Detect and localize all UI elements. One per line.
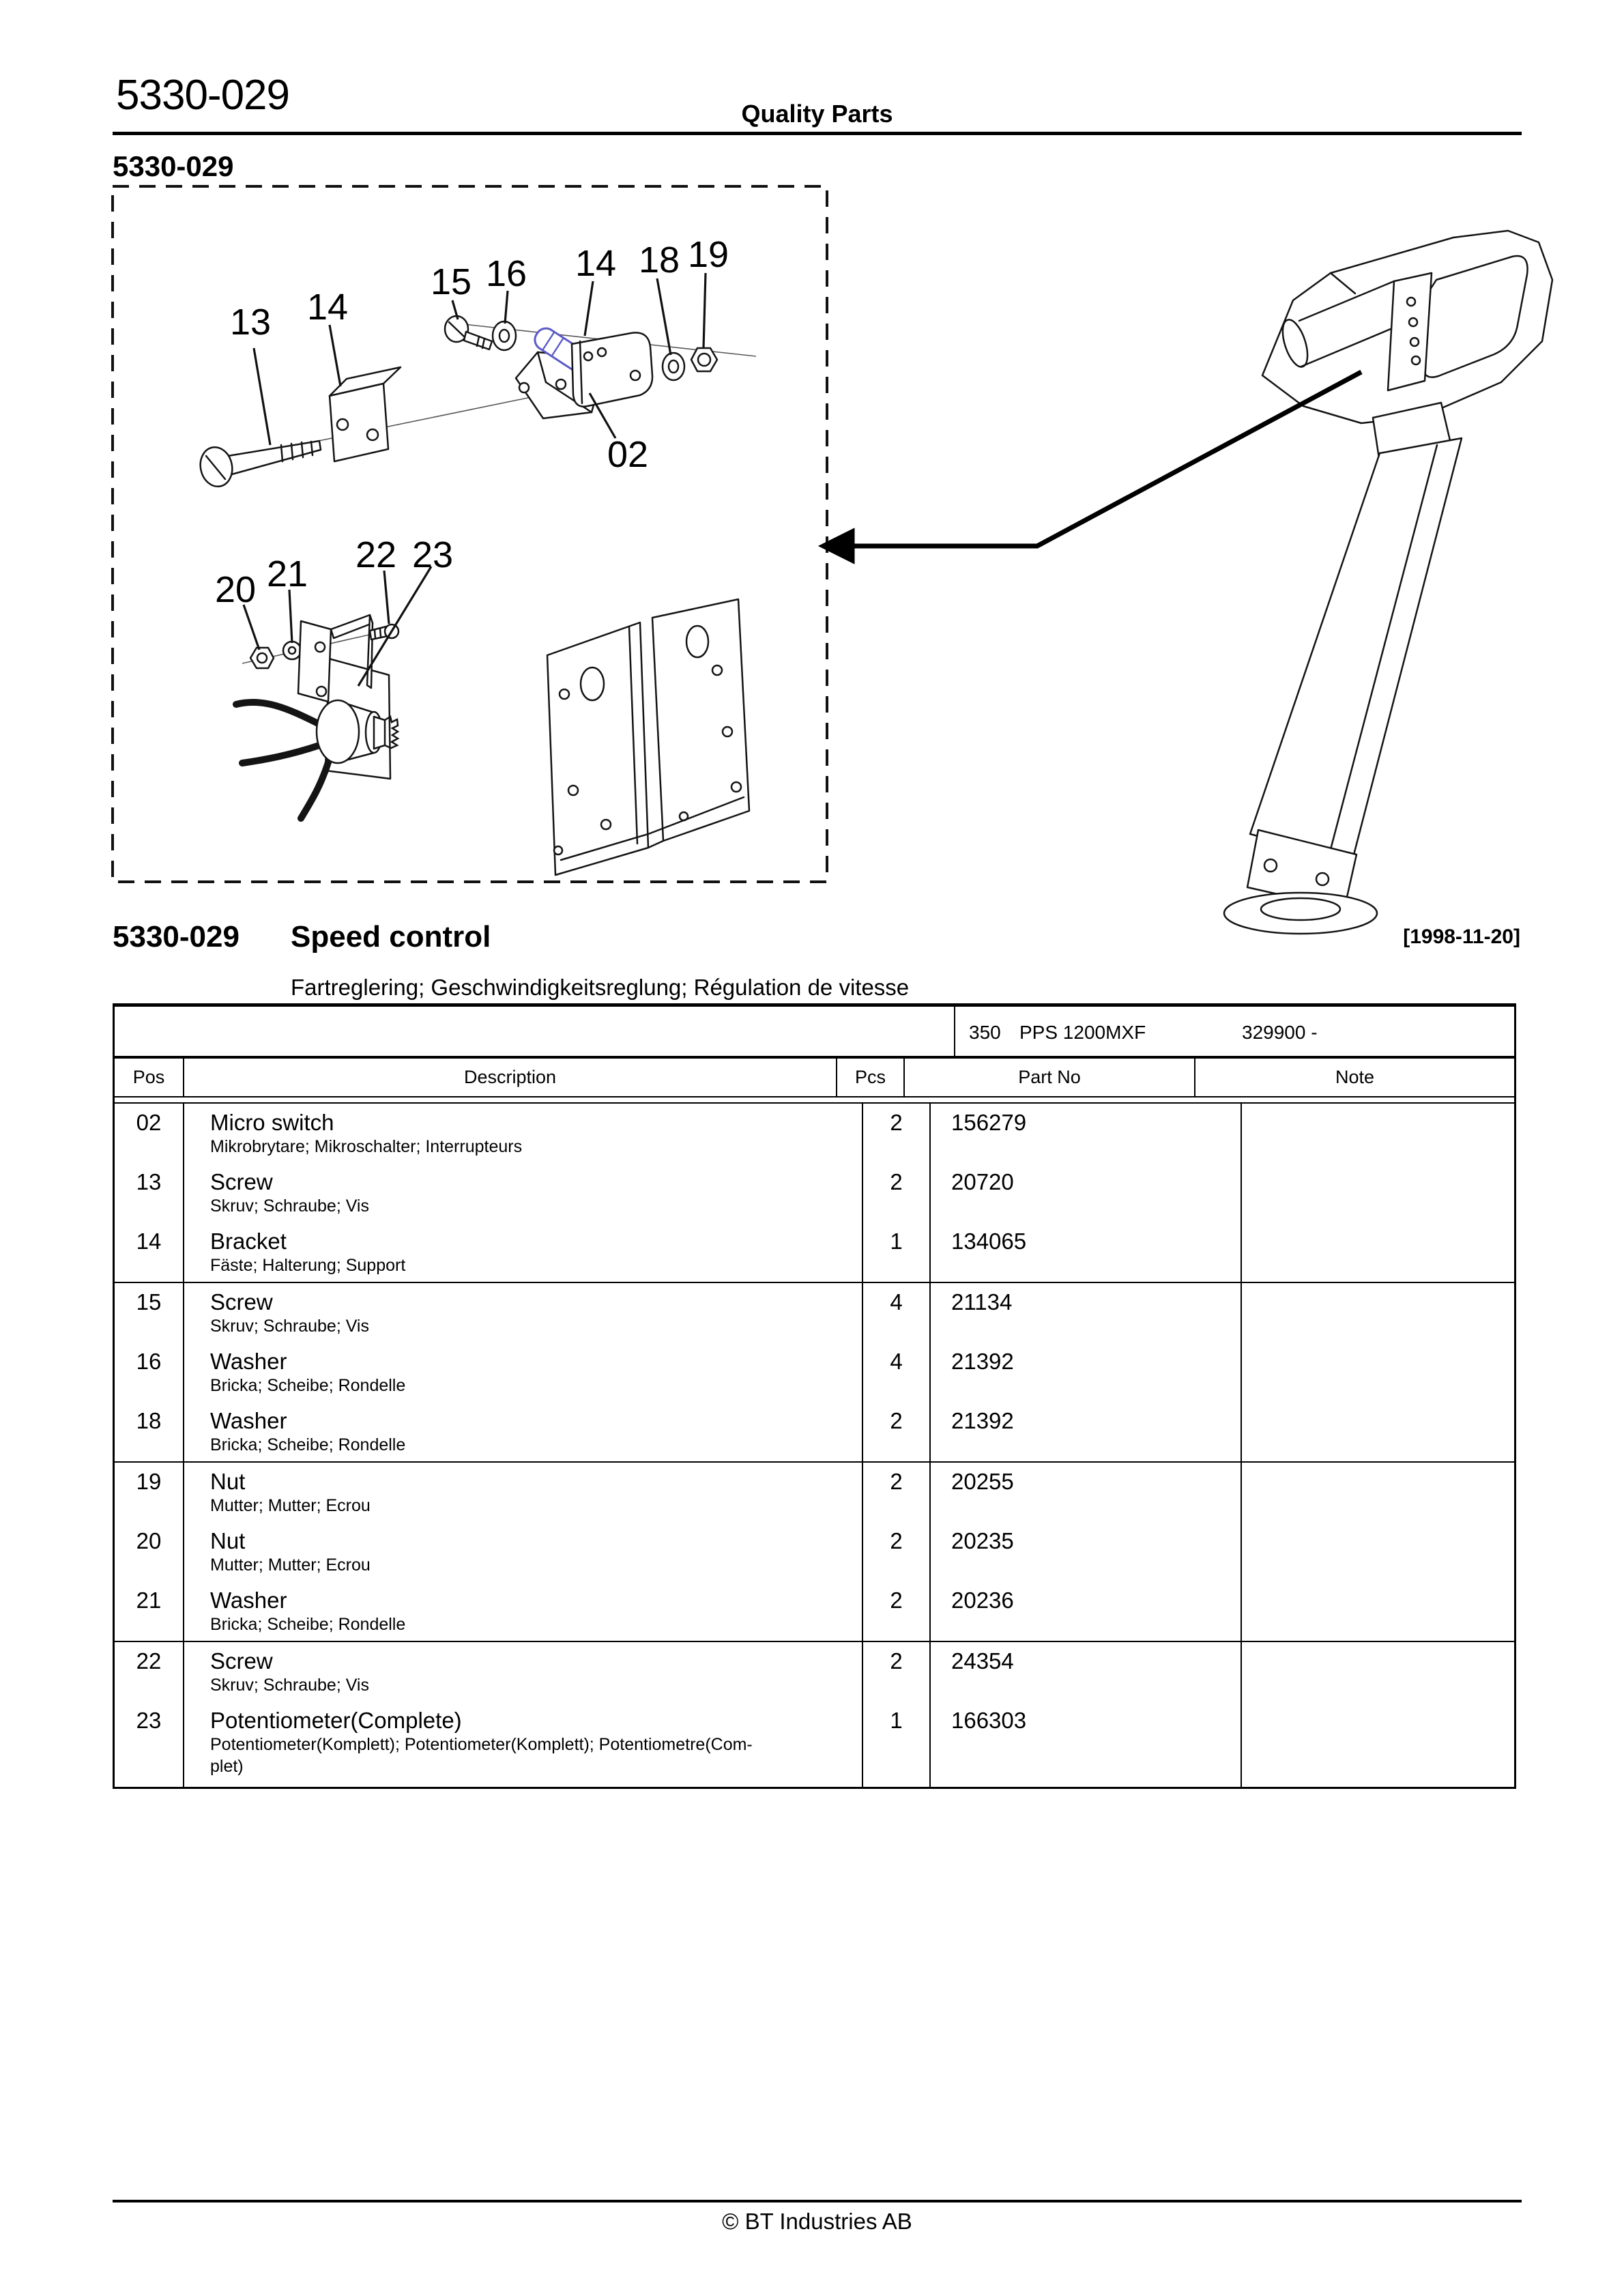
table-row — [115, 1222, 1514, 1282]
description-main: Nut — [210, 1469, 246, 1494]
cell-pcs: 2 — [863, 1402, 931, 1461]
cell-pcs: 2 — [863, 1104, 931, 1163]
description-sub: Potentiometer(Komplett); Potentiometer(Komplett); Potentiometre(Com- — [210, 1735, 753, 1754]
callout-14b: 14 — [575, 243, 617, 284]
cell-pcs: 1 — [863, 1702, 931, 1787]
cell-description — [184, 1222, 863, 1282]
cell-part-no: 21134 — [931, 1283, 1242, 1343]
cell-note — [1242, 1642, 1514, 1702]
description-sub: Bricka; Scheibe; Rondelle — [210, 1435, 406, 1454]
cell-part-no: 24354 — [931, 1642, 1242, 1702]
col-header-pcs: Pcs — [837, 1059, 905, 1096]
table-row — [115, 1402, 1514, 1461]
table-header-row — [115, 1059, 1514, 1097]
page-title: Speed control — [291, 920, 491, 953]
callout-22: 22 — [355, 534, 397, 575]
description-main: Micro switch — [210, 1110, 334, 1135]
page-header-title: Quality Parts — [741, 100, 893, 128]
description-main: Washer — [210, 1349, 287, 1374]
description-sub: Bricka; Scheibe; Rondelle — [210, 1376, 406, 1395]
cell-note — [1242, 1463, 1514, 1522]
cell-note — [1242, 1163, 1514, 1222]
copyright-notice: © BT Industries AB — [722, 2209, 912, 2234]
bracket-14-right-drawing — [572, 332, 652, 406]
cell-description — [184, 1581, 863, 1641]
cell-part-no: 20235 — [931, 1522, 1242, 1581]
cell-pos: 20 — [115, 1522, 184, 1581]
table-row — [115, 1283, 1514, 1343]
revision-date: [1998-11-20] — [1403, 925, 1520, 948]
model-band-divider — [954, 1007, 955, 1056]
parts-table — [113, 1003, 1516, 1789]
cell-pos: 21 — [115, 1581, 184, 1641]
cell-part-no: 20236 — [931, 1581, 1242, 1641]
washer-16-drawing — [493, 321, 516, 350]
cell-description — [184, 1463, 863, 1522]
table-row — [115, 1581, 1514, 1641]
callout-14: 14 — [306, 287, 349, 328]
cell-pos: 02 — [115, 1104, 184, 1163]
cell-part-no: 166303 — [931, 1702, 1242, 1787]
cell-pcs: 1 — [863, 1222, 931, 1282]
description-sub-wrap: plet) — [210, 1757, 244, 1776]
table-row — [115, 1343, 1514, 1402]
cell-note — [1242, 1222, 1514, 1282]
cell-pos: 13 — [115, 1163, 184, 1222]
cell-part-no: 20720 — [931, 1163, 1242, 1222]
cell-pcs: 2 — [863, 1163, 931, 1222]
cell-description — [184, 1702, 863, 1787]
row-group — [115, 1463, 1514, 1642]
cell-part-no: 156279 — [931, 1104, 1242, 1163]
screw-13-drawing — [197, 441, 321, 489]
callout-13: 13 — [229, 302, 272, 343]
description-sub: Mutter; Mutter; Ecrou — [210, 1496, 371, 1515]
callout-19: 19 — [687, 234, 729, 275]
cell-note — [1242, 1522, 1514, 1581]
callout-20: 20 — [214, 569, 257, 610]
cell-part-no: 21392 — [931, 1343, 1242, 1402]
cell-note — [1242, 1702, 1514, 1787]
nut-20-drawing — [250, 648, 274, 668]
table-row — [115, 1522, 1514, 1581]
description-main: Screw — [210, 1648, 273, 1674]
location-arrow — [819, 372, 1361, 564]
cell-note — [1242, 1104, 1514, 1163]
description-sub: Fäste; Halterung; Support — [210, 1256, 406, 1275]
cell-pos: 14 — [115, 1222, 184, 1282]
cell-pcs: 2 — [863, 1522, 931, 1581]
description-sub: Skruv; Schraube; Vis — [210, 1196, 369, 1216]
header-double-rule — [115, 1097, 1514, 1104]
description-sub: Bricka; Scheibe; Rondelle — [210, 1615, 406, 1634]
tiller-arm-drawing — [1224, 231, 1552, 934]
cell-description — [184, 1522, 863, 1581]
cell-pos: 18 — [115, 1402, 184, 1461]
cell-part-no: 21392 — [931, 1402, 1242, 1461]
description-main: Bracket — [210, 1229, 287, 1254]
callout-23: 23 — [411, 534, 454, 575]
callout-18: 18 — [638, 240, 680, 281]
callout-15: 15 — [430, 261, 472, 302]
col-header-description: Description — [184, 1059, 837, 1096]
nut-19-drawing — [691, 348, 717, 371]
model-name: PPS 1200MXF — [1019, 1022, 1146, 1043]
cell-pos: 16 — [115, 1343, 184, 1402]
description-sub: Skruv; Schraube; Vis — [210, 1676, 369, 1695]
cell-description — [184, 1283, 863, 1343]
cell-pos: 22 — [115, 1642, 184, 1702]
table-row — [115, 1642, 1514, 1702]
description-main: Screw — [210, 1289, 273, 1315]
col-header-part-no: Part No — [905, 1059, 1195, 1096]
cell-part-no: 134065 — [931, 1222, 1242, 1282]
table-row — [115, 1104, 1514, 1163]
cell-part-no: 20255 — [931, 1463, 1242, 1522]
cell-pcs: 2 — [863, 1581, 931, 1641]
description-main: Screw — [210, 1169, 273, 1194]
table-row — [115, 1702, 1514, 1787]
cell-pcs: 4 — [863, 1283, 931, 1343]
callout-16: 16 — [485, 253, 527, 294]
description-main: Washer — [210, 1408, 287, 1433]
cell-description — [184, 1343, 863, 1402]
row-group — [115, 1283, 1514, 1463]
cell-description — [184, 1104, 863, 1163]
description-main: Washer — [210, 1588, 287, 1613]
description-sub: Mutter; Mutter; Ecrou — [210, 1555, 371, 1575]
table-row — [115, 1463, 1514, 1522]
description-sub: Mikrobrytare; Mikroschalter; Interrupteurs — [210, 1137, 523, 1156]
cell-note — [1242, 1581, 1514, 1641]
cell-pos: 19 — [115, 1463, 184, 1522]
footer-rule — [113, 2200, 1522, 2202]
exploded-parts-diagram — [102, 177, 1556, 956]
serial-range: 329900 - — [1242, 1022, 1318, 1043]
washer-18-drawing — [663, 353, 684, 380]
row-group — [115, 1104, 1514, 1283]
cell-pcs: 4 — [863, 1343, 931, 1402]
model-code: 350 — [969, 1022, 1001, 1043]
row-group — [115, 1642, 1514, 1787]
cell-description — [184, 1642, 863, 1702]
callout-21: 21 — [266, 554, 308, 594]
col-header-note: Note — [1335, 1067, 1375, 1087]
cell-pos: 23 — [115, 1702, 184, 1787]
cell-description — [184, 1163, 863, 1222]
description-sub: Skruv; Schraube; Vis — [210, 1317, 369, 1336]
cell-pos: 15 — [115, 1283, 184, 1343]
washer-21-drawing — [283, 642, 301, 659]
cell-pcs: 2 — [863, 1642, 931, 1702]
cell-description — [184, 1402, 863, 1461]
description-main: Potentiometer(Complete) — [210, 1708, 462, 1733]
section-number: 5330-029 — [113, 150, 234, 182]
cell-note — [1242, 1402, 1514, 1461]
callout-02: 02 — [607, 434, 649, 475]
heading-subtitle: Fartreglering; Geschwindigkeitsreglung; Régulation de vitesse — [291, 975, 910, 1000]
model-band — [115, 1007, 1514, 1059]
cell-note — [1242, 1343, 1514, 1402]
large-bracket-drawing — [547, 599, 749, 875]
document-number: 5330-029 — [116, 72, 290, 119]
cell-note — [1242, 1283, 1514, 1343]
screw-15-drawing — [445, 316, 492, 349]
heading-number: 5330-029 — [113, 920, 240, 953]
header-rule — [113, 132, 1522, 135]
description-main: Nut — [210, 1528, 246, 1553]
col-header-pos: Pos — [115, 1059, 184, 1096]
table-row — [115, 1163, 1514, 1222]
cell-pcs: 2 — [863, 1463, 931, 1522]
